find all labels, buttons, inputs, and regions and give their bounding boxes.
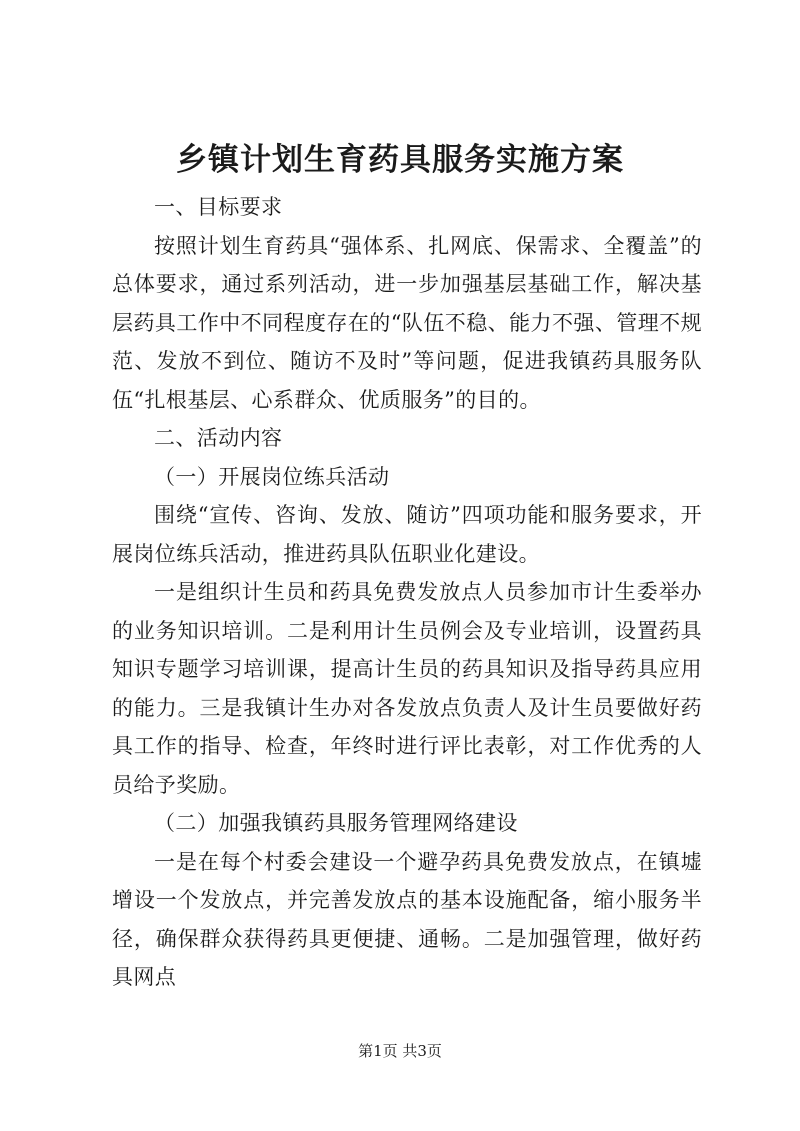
paragraph-training-detail: 一是组织计生员和药具免费发放点人员参加市计生委举办的业务知识培训。二是利用计生员例会及专业培训，设置药具知识专题学习培训课，提高计生员的药具知识及指导药具应用的能力。三是我镇计生办对各发放点负责人及计生员要做好药具工作的指导、检查，年终时进行评比表彰，对工作优秀的人员给予奖励。 — [112, 580, 702, 797]
heading-goals: 一、目标要求 — [154, 195, 283, 219]
subheading-network: （二）加强我镇药具服务管理网络建设 — [154, 811, 518, 835]
document-body — [112, 188, 702, 997]
subheading-training: （一）开展岗位练兵活动 — [154, 464, 390, 489]
paragraph-training-intro: 围绕“宣传、咨询、发放、随访”四项功能和服务要求，开展岗位练兵活动，推进药具队伍职业化建设。 — [112, 503, 702, 566]
page-footer: 第1页 共3页 — [358, 1042, 442, 1060]
document-title: 乡镇计划生育药具服务实施方案 — [176, 142, 624, 178]
paragraph-goals: 按照计划生育药具“强体系、扎网底、保需求、全覆盖”的总体要求，通过系列活动，进一步加强基层基础工作，解决基层药具工作中不同程度存在的“队伍不稳、能力不强、管理不规范、发放不到位、随访不及时”等问题，促进我镇药具服务队伍“扎根基层、心系群众、优质服务”的目的。 — [112, 233, 702, 412]
paragraph-network-detail: 一是在每个村委会建设一个避孕药具免费发放点，在镇墟增设一个发放点，并完善发放点的基本设施配备，缩小服务半径，确保群众获得药具更便捷、通畅。二是加强管理，做好药具网点 — [112, 849, 702, 989]
heading-activities: 二、活动内容 — [154, 426, 283, 450]
